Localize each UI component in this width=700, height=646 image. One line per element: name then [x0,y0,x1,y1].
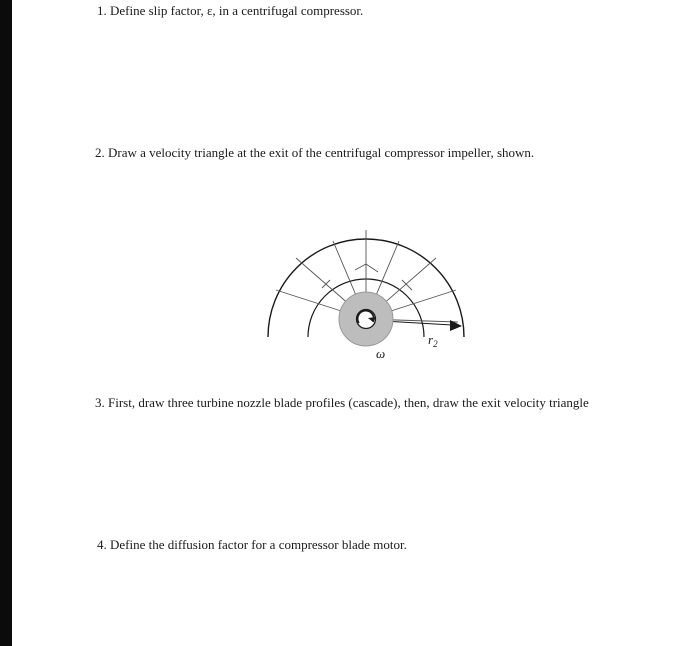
left-edge-bar [0,0,12,646]
radius-label: $r_2$ [428,332,438,349]
question-3: 3. First, draw three turbine nozzle blade profiles (cascade), then, draw the exit velocity triangle [95,395,589,410]
impeller-diagram [250,215,480,375]
question-4: 4. Define the diffusion factor for a compressor blade motor. [97,537,407,552]
omega-label: ω [376,346,386,361]
question-2: 2. Draw a velocity triangle at the exit of the centrifugal compressor impeller, shown. [95,145,535,160]
question-1: 1. Define slip factor, ε, in a centrifugal compressor. [97,3,364,18]
blade-tip-detail [355,264,378,272]
blade-tip-detail [402,280,412,290]
impeller-svg [250,215,480,375]
